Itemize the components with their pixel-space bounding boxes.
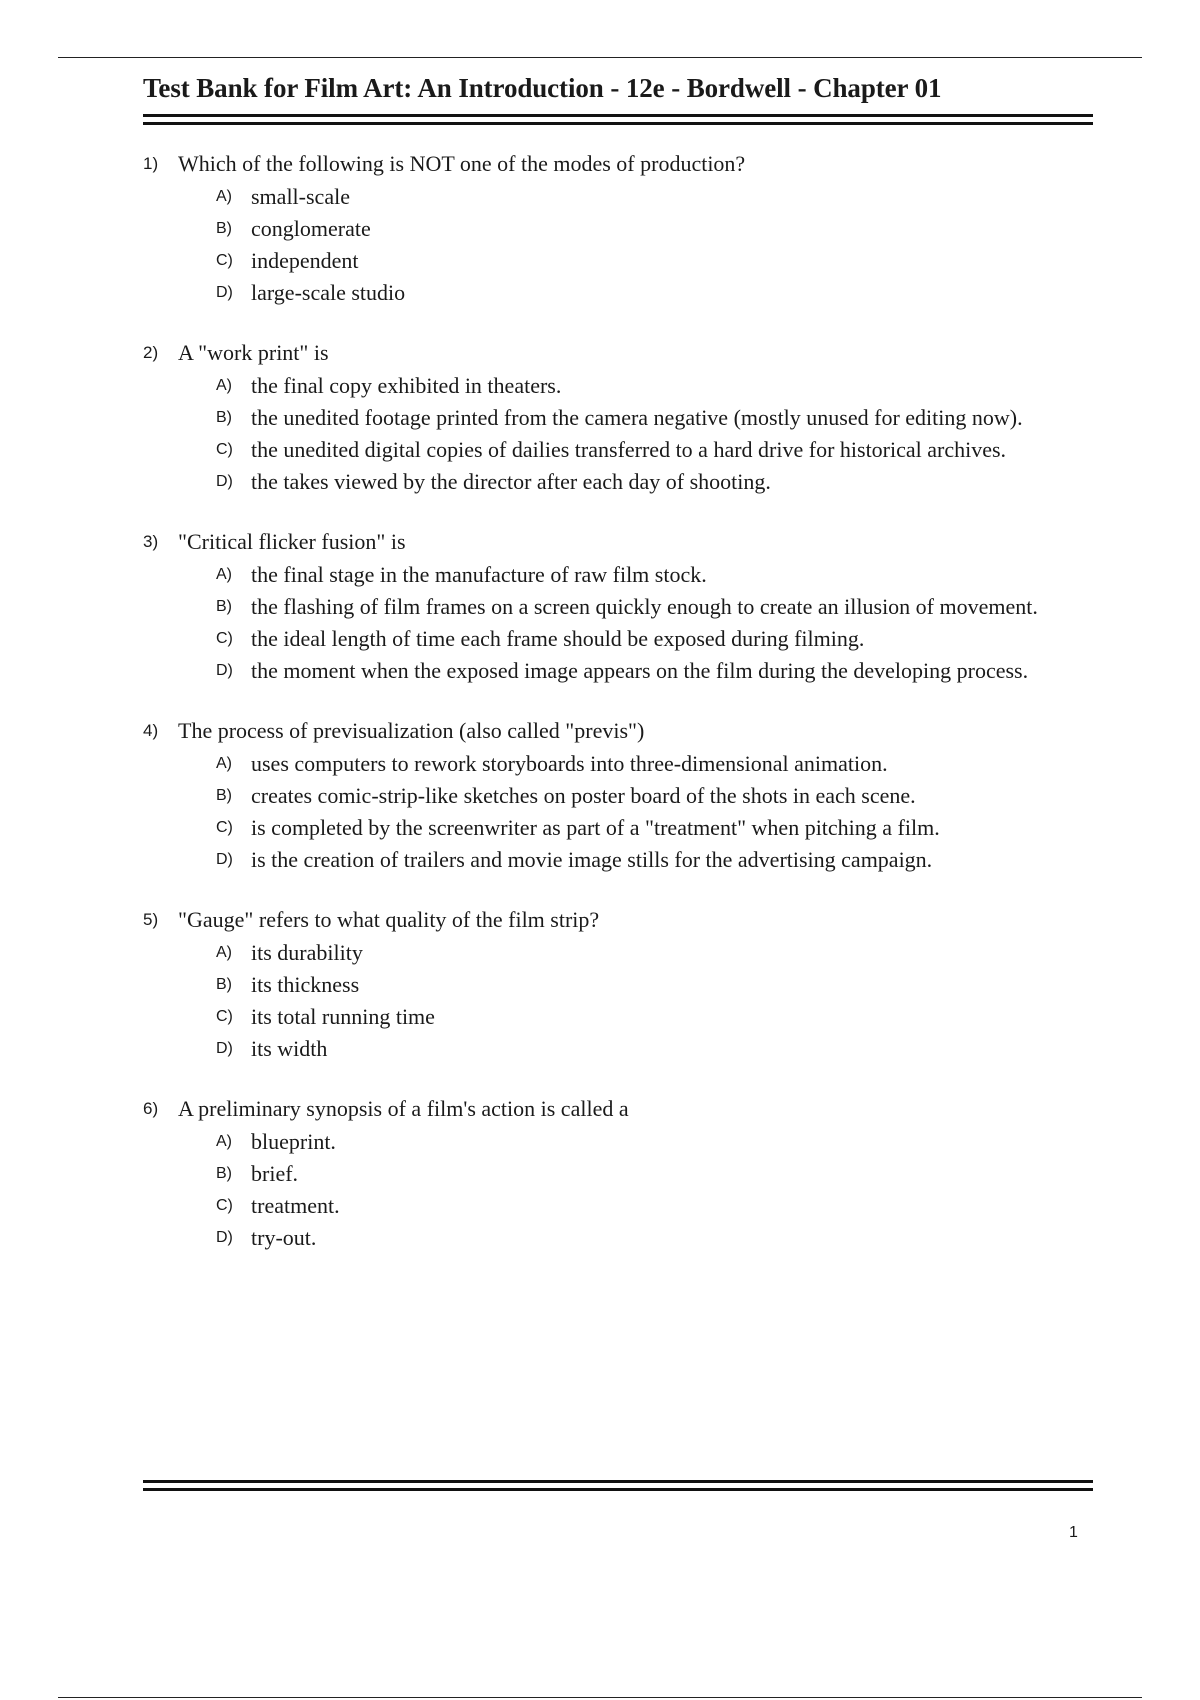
option-letter: D) <box>216 1040 233 1057</box>
answer-option-c <box>216 1001 1093 1033</box>
option-text: is completed by the screenwriter as part of a "treatment" when pitching a film. <box>251 815 940 840</box>
option-text: its width <box>251 1036 328 1061</box>
answer-options <box>143 748 1093 876</box>
page-number: 1 <box>1069 1524 1078 1541</box>
option-text: the unedited digital copies of dailies transferred to a hard drive for historical archives. <box>251 437 1007 462</box>
option-text: its thickness <box>251 972 360 997</box>
option-text: small-scale <box>251 184 350 209</box>
answer-options <box>143 181 1093 309</box>
option-text: treatment. <box>251 1193 340 1218</box>
question-3 <box>143 527 1093 687</box>
answer-option-d <box>216 277 1093 309</box>
question-number: 2) <box>143 343 159 362</box>
answer-option-b <box>216 969 1093 1001</box>
question-5 <box>143 905 1093 1065</box>
question-number: 3) <box>143 532 159 551</box>
answer-option-c <box>216 623 1093 655</box>
answer-option-a <box>216 937 1093 969</box>
option-letter: D) <box>216 284 233 301</box>
option-letter: A) <box>216 944 232 961</box>
question-text: "Gauge" refers to what quality of the film strip? <box>178 907 600 932</box>
option-text: large-scale studio <box>251 280 406 305</box>
option-text: uses computers to rework storyboards into three-dimensional animation. <box>251 751 888 776</box>
answer-option-b <box>216 591 1093 623</box>
answer-option-c <box>216 812 1093 844</box>
page-top-border <box>58 57 1142 58</box>
option-letter: D) <box>216 1229 233 1246</box>
option-text: the takes viewed by the director after each day of shooting. <box>251 469 771 494</box>
option-text: the flashing of film frames on a screen quickly enough to create an illusion of movement. <box>251 594 1038 619</box>
option-letter: B) <box>216 976 232 993</box>
answer-option-b <box>216 1158 1093 1190</box>
answer-option-d <box>216 655 1093 687</box>
footer-double-rule <box>143 1480 1093 1491</box>
question-4 <box>143 716 1093 876</box>
answer-option-a <box>216 748 1093 780</box>
question-stem <box>143 527 1093 557</box>
answer-option-a <box>216 181 1093 213</box>
answer-options <box>143 1126 1093 1254</box>
option-text: its durability <box>251 940 363 965</box>
answer-option-b <box>216 780 1093 812</box>
option-letter: C) <box>216 252 233 269</box>
option-letter: C) <box>216 630 233 647</box>
option-letter: B) <box>216 409 232 426</box>
option-letter: B) <box>216 787 232 804</box>
question-1 <box>143 149 1093 309</box>
question-number: 4) <box>143 721 159 740</box>
question-number: 1) <box>143 154 159 173</box>
title-double-rule <box>143 114 1093 125</box>
question-stem <box>143 716 1093 746</box>
option-letter: A) <box>216 1133 232 1150</box>
answer-option-a <box>216 370 1093 402</box>
option-letter: B) <box>216 220 232 237</box>
question-text: A preliminary synopsis of a film's action is called a <box>178 1096 629 1121</box>
question-text: A "work print" is <box>178 340 329 365</box>
answer-options <box>143 937 1093 1065</box>
page-bottom-border <box>58 1697 1142 1698</box>
answer-options <box>143 559 1093 687</box>
question-text: Which of the following is NOT one of the modes of production? <box>178 151 746 176</box>
answer-option-c <box>216 434 1093 466</box>
option-letter: C) <box>216 1008 233 1025</box>
question-stem <box>143 149 1093 179</box>
document-content <box>143 70 1093 1283</box>
option-letter: C) <box>216 819 233 836</box>
question-stem <box>143 905 1093 935</box>
option-letter: A) <box>216 755 232 772</box>
option-letter: D) <box>216 473 233 490</box>
option-text: is the creation of trailers and movie image stills for the advertising campaign. <box>251 847 933 872</box>
answer-option-d <box>216 466 1093 498</box>
option-letter: B) <box>216 598 232 615</box>
answer-options <box>143 370 1093 498</box>
option-text: conglomerate <box>251 216 371 241</box>
answer-option-a <box>216 559 1093 591</box>
question-2 <box>143 338 1093 498</box>
question-text: The process of previsualization (also called "previs") <box>178 718 645 743</box>
option-text: its total running time <box>251 1004 435 1029</box>
answer-option-c <box>216 1190 1093 1222</box>
answer-option-c <box>216 245 1093 277</box>
question-text: "Critical flicker fusion" is <box>178 529 406 554</box>
option-text: the ideal length of time each frame should be exposed during filming. <box>251 626 865 651</box>
question-6 <box>143 1094 1093 1254</box>
option-text: try-out. <box>251 1225 317 1250</box>
option-letter: C) <box>216 441 233 458</box>
option-letter: B) <box>216 1165 232 1182</box>
option-text: creates comic-strip-like sketches on poster board of the shots in each scene. <box>251 783 916 808</box>
document-title: Test Bank for Film Art: An Introduction - 12e - Bordwell - Chapter 01 <box>143 73 942 103</box>
option-text: the final stage in the manufacture of raw film stock. <box>251 562 707 587</box>
answer-option-d <box>216 844 1093 876</box>
question-number: 6) <box>143 1099 159 1118</box>
option-letter: D) <box>216 662 233 679</box>
option-letter: D) <box>216 851 233 868</box>
answer-option-a <box>216 1126 1093 1158</box>
option-text: the final copy exhibited in theaters. <box>251 373 562 398</box>
option-letter: C) <box>216 1197 233 1214</box>
answer-option-b <box>216 213 1093 245</box>
question-stem <box>143 338 1093 368</box>
option-text: the unedited footage printed from the camera negative (mostly unused for editing now). <box>251 405 1023 430</box>
answer-option-d <box>216 1033 1093 1065</box>
question-stem <box>143 1094 1093 1124</box>
answer-option-b <box>216 402 1093 434</box>
option-text: independent <box>251 248 359 273</box>
question-number: 5) <box>143 910 159 929</box>
option-letter: A) <box>216 377 232 394</box>
option-text: blueprint. <box>251 1129 336 1154</box>
answer-option-d <box>216 1222 1093 1254</box>
option-letter: A) <box>216 188 232 205</box>
option-letter: A) <box>216 566 232 583</box>
option-text: the moment when the exposed image appears on the film during the developing process. <box>251 658 1029 683</box>
option-text: brief. <box>251 1161 299 1186</box>
question-list <box>143 149 1093 1254</box>
